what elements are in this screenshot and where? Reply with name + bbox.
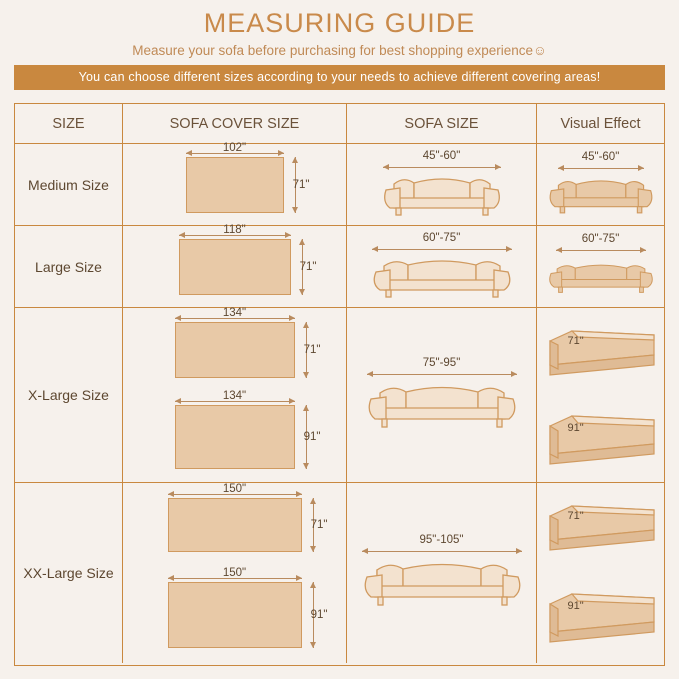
cover-height-label: 71" xyxy=(310,519,328,531)
cover-rect xyxy=(175,405,295,469)
sofa-3d-illustration xyxy=(542,408,660,470)
sofa-illustration xyxy=(357,556,527,612)
sofa-size-cell xyxy=(347,308,537,482)
sofa-3d-illustration xyxy=(542,586,660,650)
cover-width-label: 118" xyxy=(223,223,246,236)
sofa-illustration xyxy=(362,379,522,433)
cover-size-cell xyxy=(123,308,347,482)
visual-variant xyxy=(537,586,664,650)
table-row xyxy=(15,141,664,226)
sofa-size-label: 45"-60" xyxy=(422,149,461,162)
size-label: X-Large Size xyxy=(15,308,123,482)
visual-effect-label: 45"-60" xyxy=(581,150,620,163)
cover-height-label: 71" xyxy=(299,260,317,273)
sofa-size-cell xyxy=(347,144,537,225)
sofa-size-label: 60"-75" xyxy=(422,231,461,244)
visual-width-arrow xyxy=(558,164,644,173)
cover-rect xyxy=(175,322,295,378)
cover-width-label: 150" xyxy=(222,483,247,495)
size-label: Medium Size xyxy=(15,144,123,225)
sofa-size-label: 95"-105" xyxy=(419,534,464,546)
cover-width-label: 102" xyxy=(222,141,247,154)
sofa-size-cell xyxy=(347,483,537,663)
table-row xyxy=(15,483,664,663)
column-header-sofa-cover-size: SOFA COVER SIZE xyxy=(123,104,347,143)
cover-width-label: 134" xyxy=(222,389,247,402)
cover-width-label: 150" xyxy=(222,567,247,579)
size-label: Large Size xyxy=(15,226,123,307)
cover-height-label: 71" xyxy=(292,178,310,191)
visual-width-arrow xyxy=(556,246,646,255)
sofa-size-label: 75"-95" xyxy=(422,357,461,369)
sofa-front-diagram xyxy=(368,232,516,302)
cover-rect-diagram xyxy=(168,483,328,552)
cover-rect-diagram xyxy=(186,141,310,213)
cover-variant xyxy=(123,389,346,469)
cover-rect xyxy=(179,239,291,295)
cover-variant xyxy=(123,306,346,378)
cover-size-cell xyxy=(123,141,347,225)
column-header-size: SIZE xyxy=(15,104,123,143)
sofa-width-arrow xyxy=(362,547,522,556)
visual-variant xyxy=(537,496,664,560)
visual-effect-label: 71" xyxy=(567,334,584,347)
visual-effect-diagram xyxy=(546,151,656,219)
sofa-covered-illustration xyxy=(545,255,657,301)
cover-variant xyxy=(123,483,346,552)
cover-rect xyxy=(168,582,302,648)
sofa-covered-illustration xyxy=(546,173,656,219)
sofa-front-diagram xyxy=(380,150,504,220)
visual-variant xyxy=(537,408,664,470)
cover-rect xyxy=(168,498,302,552)
sofa-front-diagram xyxy=(362,357,522,433)
cover-rect-diagram xyxy=(175,306,321,378)
table-row xyxy=(15,223,664,308)
table-row xyxy=(15,308,664,483)
sofa-width-arrow xyxy=(383,163,501,172)
cover-size-cell xyxy=(123,223,347,307)
sofa-size-cell xyxy=(347,226,537,307)
sofa-3d-illustration xyxy=(542,496,660,560)
visual-effect-cell xyxy=(537,226,664,307)
visual-effect-cell xyxy=(537,308,664,482)
cover-rect xyxy=(186,157,284,213)
cover-variant xyxy=(123,567,346,648)
page-title: MEASURING GUIDE xyxy=(203,8,476,38)
visual-effect-label: 71" xyxy=(567,510,584,522)
cover-size-cell xyxy=(123,483,347,663)
sofa-width-arrow xyxy=(372,245,512,254)
visual-effect-cell xyxy=(537,144,664,225)
column-header-sofa-size: SOFA SIZE xyxy=(347,104,537,143)
visual-effect-cell xyxy=(537,483,664,663)
sofa-width-arrow xyxy=(367,370,517,379)
header-ribbon: You can choose different sizes according to your needs to achieve different covering areas! xyxy=(14,65,665,90)
sofa-front-diagram xyxy=(357,534,527,612)
visual-effect-diagram xyxy=(545,233,657,301)
sofa-3d-illustration xyxy=(542,321,660,383)
header xyxy=(0,0,679,90)
visual-effect-label: 60"-75" xyxy=(581,232,620,245)
cover-height-label: 91" xyxy=(310,609,328,621)
sofa-illustration xyxy=(368,254,516,302)
size-table xyxy=(14,103,665,666)
table-header-row xyxy=(15,104,664,144)
cover-rect-diagram xyxy=(175,389,321,469)
column-header-visual-effect: Visual Effect xyxy=(560,115,641,132)
visual-effect-label: 91" xyxy=(567,600,584,612)
cover-height-label: 91" xyxy=(303,430,321,443)
cover-width-label: 134" xyxy=(222,306,247,319)
page-subtitle: Measure your sofa before purchasing for best shopping experience☺ xyxy=(132,43,547,58)
cover-rect-diagram xyxy=(168,567,328,648)
sofa-illustration xyxy=(380,172,504,220)
size-label: XX-Large Size xyxy=(15,483,123,663)
cover-height-label: 71" xyxy=(303,343,321,356)
visual-effect-label: 91" xyxy=(567,421,584,434)
visual-variant xyxy=(537,321,664,383)
cover-rect-diagram xyxy=(179,223,317,295)
